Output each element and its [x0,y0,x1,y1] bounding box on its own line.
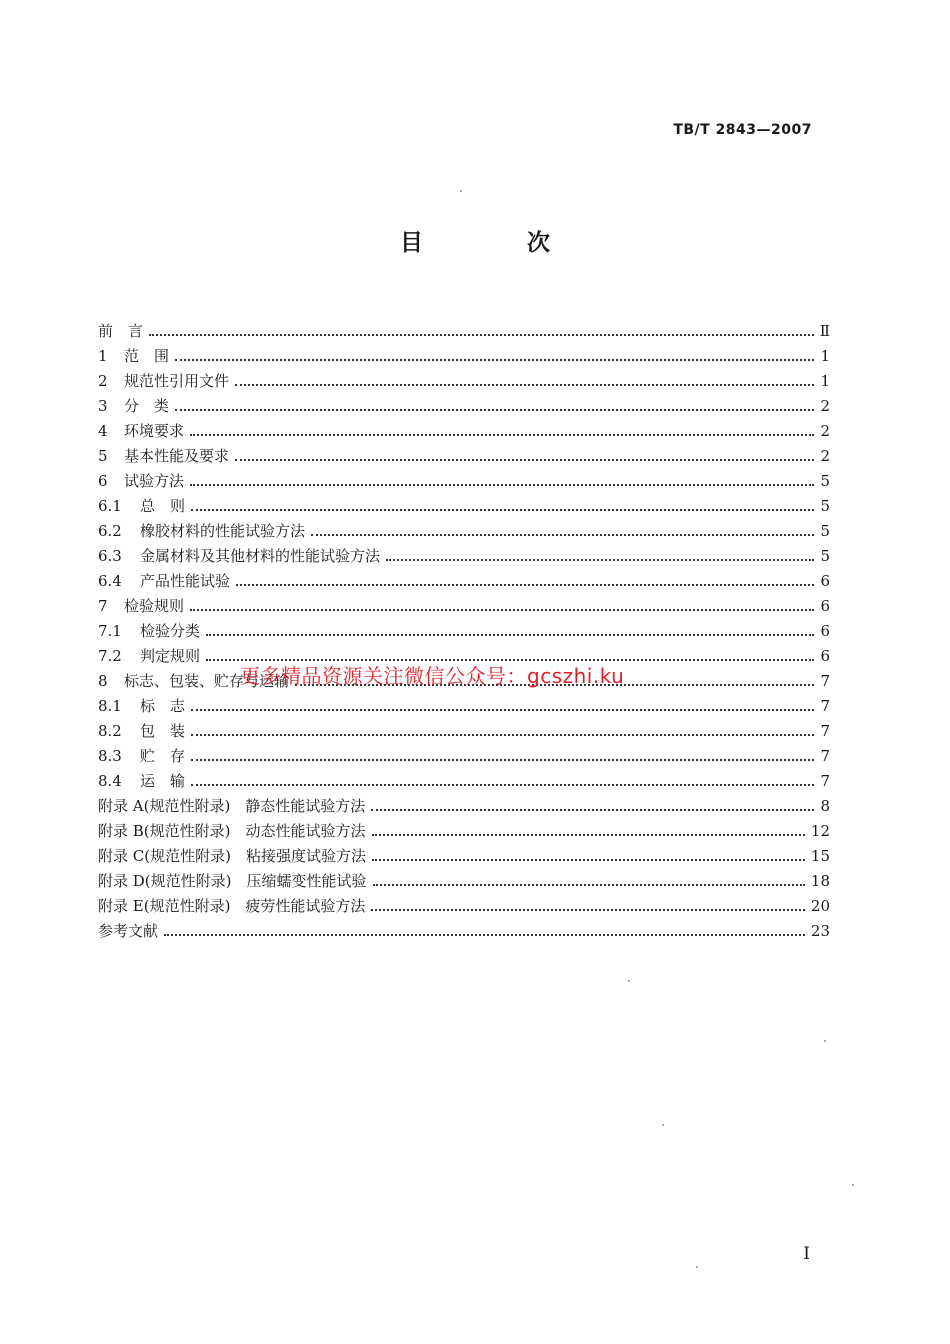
toc-entry-label: 参考文献 [98,922,159,940]
toc-entry-number: 3 [98,397,108,415]
toc-dot-leader [164,933,805,936]
toc-entry-label: 总 则 [140,497,186,515]
toc-entry-label: 检验规则 [124,597,185,615]
toc-entry-page: 5 [820,547,830,565]
toc-entry-page: 5 [820,472,830,490]
toc-entry-page: 6 [820,622,830,640]
watermark-text: 更多精品资源关注微信公众号：gcszhi.ku [240,664,625,688]
toc-entry-page: Ⅱ [819,322,830,340]
toc-entry-number: 7 [98,597,108,615]
scan-speck [460,190,462,192]
toc-dot-leader [373,883,805,886]
toc-entry-number: 8.4 [98,772,122,790]
toc-entry[interactable] [98,766,830,791]
toc-entry-label: 基本性能及要求 [124,447,230,465]
toc-dot-leader [386,558,814,561]
toc-dot-leader [149,333,814,336]
toc-entry-page: 7 [820,697,830,715]
toc-entry[interactable] [98,366,830,391]
toc-dot-leader [191,508,814,511]
toc-entry-page: 7 [820,672,830,690]
toc-entry-number: 8 [98,672,108,690]
toc-entry-number: 6.3 [98,547,122,565]
toc-entry-label: 判定规则 [140,647,201,665]
scan-speck [628,980,630,982]
toc-entry-number: 4 [98,422,108,440]
toc-dot-leader [236,583,814,586]
toc-entry-label: 产品性能试验 [140,572,231,590]
toc-entry[interactable] [98,616,830,641]
toc-entry-label: 附录 B(规范性附录) 动态性能试验方法 [98,822,366,840]
toc-list [98,316,830,941]
toc-entry-number: 8.1 [98,697,122,715]
toc-dot-leader [190,608,814,611]
toc-entry[interactable] [98,891,830,916]
toc-entry-page: 1 [820,372,830,390]
toc-entry-page: 6 [820,572,830,590]
toc-entry-page: 7 [820,772,830,790]
toc-entry-label: 试验方法 [124,472,185,490]
toc-entry-label: 标 志 [140,697,186,715]
toc-dot-leader [372,833,805,836]
toc-dot-leader [191,733,814,736]
toc-entry[interactable] [98,691,830,716]
scan-speck [662,1124,664,1126]
toc-dot-leader [206,633,814,636]
toc-dot-leader [191,783,814,786]
toc-entry-page: 6 [820,597,830,615]
toc-entry-label: 环境要求 [124,422,185,440]
toc-entry-number: 5 [98,447,108,465]
toc-entry-page: 2 [820,447,830,465]
toc-entry-page: 7 [820,722,830,740]
toc-entry-label: 标志、包装、贮存与运输 [124,672,290,690]
toc-entry-label: 运 输 [140,772,186,790]
toc-entry-page: 1 [820,347,830,365]
toc-entry[interactable] [98,791,830,816]
toc-entry-number: 8.2 [98,722,122,740]
toc-entry-label: 分 类 [124,397,170,415]
toc-entry-label: 橡胶材料的性能试验方法 [140,522,306,540]
scan-speck [696,1266,698,1268]
toc-entry-label: 附录 C(规范性附录) 粘接强度试验方法 [98,847,366,865]
toc-dot-leader [190,433,814,436]
toc-entry-number: 7.2 [98,647,122,665]
toc-entry[interactable] [98,591,830,616]
toc-entry-page: 2 [820,422,830,440]
toc-entry-page: 18 [810,872,830,890]
toc-entry-number: 2 [98,372,108,390]
toc-entry[interactable] [98,341,830,366]
toc-dot-leader [191,708,814,711]
toc-entry[interactable] [98,566,830,591]
doc-number: TB/T 2843—2007 [673,122,812,138]
toc-entry-label: 检验分类 [140,622,201,640]
toc-entry-page: 12 [810,822,830,840]
toc-entry[interactable] [98,416,830,441]
toc-dot-leader [235,383,814,386]
toc-entry-page: 20 [810,897,830,915]
toc-entry-page: 2 [820,397,830,415]
toc-entry-number: 6.2 [98,522,122,540]
toc-entry[interactable] [98,541,830,566]
toc-entry[interactable] [98,516,830,541]
toc-entry-page: 7 [820,747,830,765]
toc-entry[interactable] [98,316,830,341]
toc-entry-page: 5 [820,522,830,540]
toc-entry-label: 包 装 [140,722,186,740]
toc-entry-label: 范 围 [124,347,170,365]
toc-entry-label: 贮 存 [140,747,186,765]
toc-dot-leader [372,858,805,861]
scan-speck [852,1184,854,1186]
toc-entry-label: 附录 D(规范性附录) 压缩蠕变性能试验 [98,872,367,890]
toc-entry-number: 8.3 [98,747,122,765]
toc-dot-leader [371,808,814,811]
toc-entry[interactable] [98,441,830,466]
toc-entry-label: 前 言 [98,322,144,340]
toc-entry[interactable] [98,716,830,741]
toc-entry-label: 附录 A(规范性附录) 静态性能试验方法 [98,797,366,815]
toc-dot-leader [191,758,814,761]
toc-entry-page: 8 [820,797,830,815]
toc-dot-leader [371,908,804,911]
toc-entry-number: 1 [98,347,108,365]
toc-entry-number: 6.1 [98,497,122,515]
toc-title: 目 次 [399,230,598,256]
toc-entry[interactable] [98,866,830,891]
toc-entry-page: 15 [810,847,830,865]
toc-entry[interactable] [98,816,830,841]
scan-speck [824,1040,826,1042]
toc-entry[interactable] [98,841,830,866]
toc-entry[interactable] [98,491,830,516]
page-number: I [803,1244,810,1264]
toc-entry[interactable] [98,391,830,416]
toc-dot-leader [190,483,814,486]
toc-entry-label: 规范性引用文件 [124,372,230,390]
toc-entry[interactable] [98,916,830,941]
toc-entry[interactable] [98,466,830,491]
toc-entry-number: 7.1 [98,622,122,640]
toc-dot-leader [235,458,814,461]
toc-dot-leader [311,533,814,536]
toc-entry-number: 6.4 [98,572,122,590]
toc-entry-number: 6 [98,472,108,490]
toc-entry-page: 5 [820,497,830,515]
toc-dot-leader [175,408,814,411]
toc-entry-label: 金属材料及其他材料的性能试验方法 [140,547,381,565]
toc-entry-page: 6 [820,647,830,665]
toc-dot-leader [175,358,814,361]
toc-entry-page: 23 [810,922,830,940]
toc-entry[interactable] [98,741,830,766]
toc-entry-label: 附录 E(规范性附录) 疲劳性能试验方法 [98,897,366,915]
